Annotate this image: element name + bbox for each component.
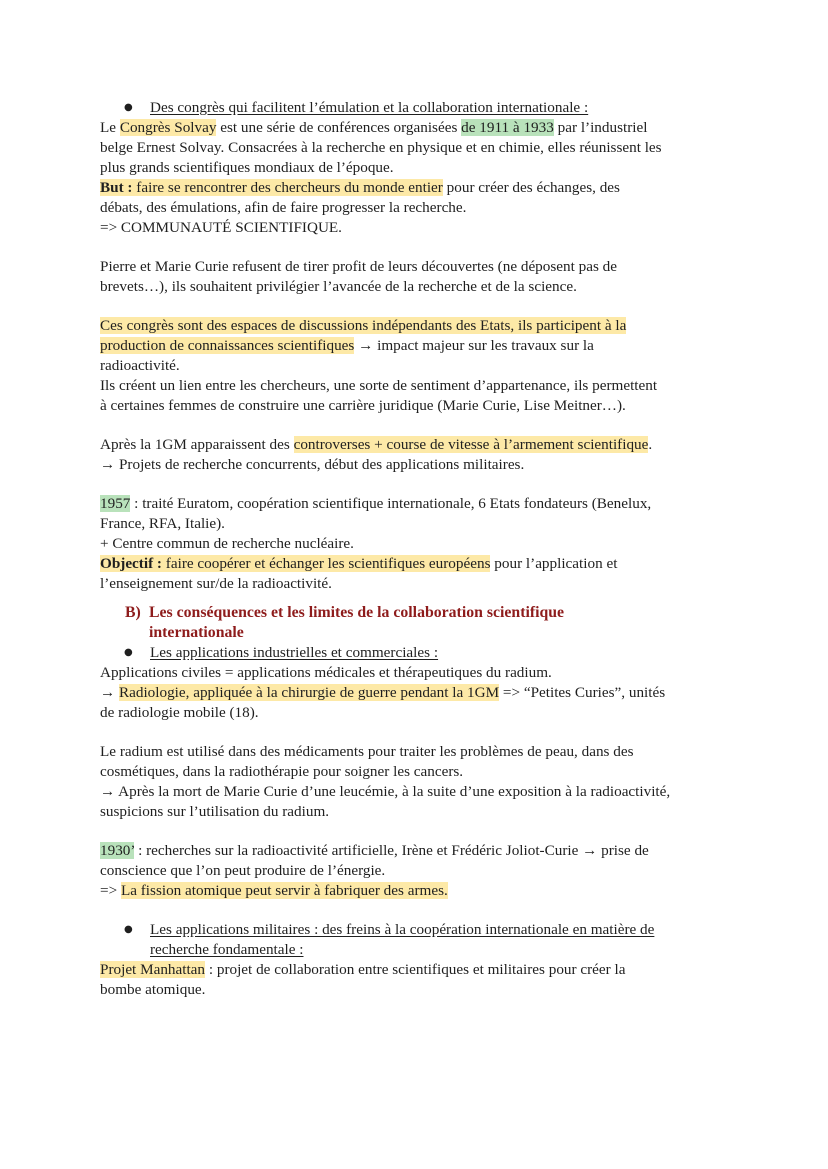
section-letter: B)	[125, 604, 141, 621]
paragraph-line: brevets…), ils souhaitent privilégier l’avancée de la recherche et de la science.	[100, 278, 577, 295]
highlight-yellow: production de connaissances scientifiques	[100, 337, 355, 354]
highlight-yellow: Congrès Solvay	[119, 119, 217, 136]
bullet-continuation	[100, 940, 740, 960]
paragraph-line: l’enseignement sur/de la radioactivité.	[100, 575, 332, 592]
paragraph-line: cosmétiques, dans la radiothérapie pour soigner les cancers.	[100, 763, 464, 780]
paragraph-line: Objectif : faire coopérer et échanger les scientifiques européens pour l’application et	[100, 555, 618, 572]
bullet-icon: ●	[124, 924, 133, 935]
bullet-text: Des congrès qui facilitent l’émulation et la collaboration internationale :	[150, 99, 589, 116]
bullet-applications-industrielles	[100, 643, 740, 663]
paragraph-line: de radiologie mobile (18).	[100, 704, 259, 721]
paragraph-line: → Radiologie, appliquée à la chirurgie de guerre pendant la 1GM => “Petites Curies”, unités	[100, 684, 666, 701]
paragraph-line: Projet Manhattan : projet de collaboration entre scientifiques et militaires pour créer la	[100, 961, 626, 978]
bullet-icon: ●	[124, 647, 133, 658]
paragraph-line: 1930’ : recherches sur la radioactivité artificielle, Irène et Frédéric Joliot-Curie → prise de	[100, 842, 649, 859]
highlight-yellow: faire coopérer et échanger les scientifiques européens	[162, 555, 491, 572]
paragraph-line: → Projets de recherche concurrents, début des applications militaires.	[100, 456, 525, 473]
paragraph-line: 1957 : traité Euratom, coopération scientifique internationale, 6 Etats fondateurs (Benelux,	[100, 495, 652, 512]
bullet-text: Les applications militaires : des freins à la coopération internationale en matière de	[150, 921, 655, 938]
paragraph-line: à certaines femmes de construire une carrière juridique (Marie Curie, Lise Meitner…).	[100, 397, 626, 414]
paragraph-line: Après la 1GM apparaissent des controverses + course de vitesse à l’armement scientifique.	[100, 436, 653, 453]
paragraph-line: débats, des émulations, afin de faire progresser la recherche.	[100, 199, 467, 216]
bullet-applications-militaires	[100, 920, 740, 940]
paragraph-line: → Après la mort de Marie Curie d’une leucémie, à la suite d’une exposition à la radioactivité,	[100, 783, 671, 800]
paragraph-line: But : faire se rencontrer des chercheurs du monde entier pour créer des échanges, des	[100, 179, 620, 196]
paragraph-line: => COMMUNAUTÉ SCIENTIFIQUE.	[100, 219, 342, 236]
bullet-icon: ●	[124, 102, 133, 113]
paragraph-line: Ils créent un lien entre les chercheurs, une sorte de sentiment d’appartenance, ils permettent	[100, 377, 658, 394]
highlight-yellow: Radiologie, appliquée à la chirurgie de guerre pendant la 1GM	[118, 684, 500, 701]
paragraph-line: bombe atomique.	[100, 981, 206, 998]
paragraph-line	[100, 316, 740, 336]
highlight-green: 1930’	[100, 842, 135, 859]
bullet-text: Les applications industrielles et commerciales :	[150, 644, 439, 661]
highlight-label: But :	[100, 179, 133, 196]
highlight-green: 1957	[100, 495, 131, 512]
section-heading: B) Les conséquences et les limites de la collaboration scientifique internationale	[125, 604, 565, 641]
bullet-text: recherche fondamentale :	[150, 941, 304, 958]
paragraph-line: Le Congrès Solvay est une série de conférences organisées de 1911 à 1933 par l’industriel	[100, 119, 648, 136]
highlight-yellow: faire se rencontrer des chercheurs du monde entier	[132, 179, 443, 196]
paragraph-line: => La fission atomique peut servir à fabriquer des armes.	[100, 882, 448, 899]
paragraph-line: production de connaissances scientifiques → impact majeur sur les travaux sur la	[100, 337, 594, 354]
highlight-yellow: La fission atomique peut servir à fabriquer des armes.	[120, 882, 448, 899]
bullet-congres	[100, 98, 740, 118]
highlight-green: de 1911 à 1933	[461, 119, 554, 136]
paragraph-line: Le radium est utilisé dans des médicaments pour traiter les problèmes de peau, dans des	[100, 743, 634, 760]
paragraph-line: Pierre et Marie Curie refusent de tirer profit de leurs découvertes (ne déposent pas de	[100, 258, 618, 275]
paragraph-line: conscience que l’on peut produire de l’énergie.	[100, 862, 386, 879]
highlight-yellow: Ces congrès sont des espaces de discussions indépendants des Etats, ils participent à la	[100, 317, 627, 334]
paragraph-line: Applications civiles = applications médicales et thérapeutiques du radium.	[100, 664, 552, 681]
paragraph-line: + Centre commun de recherche nucléaire.	[100, 535, 354, 552]
paragraph-line: belge Ernest Solvay. Consacrées à la recherche en physique et en chimie, elles réunissent les	[100, 139, 662, 156]
paragraph-line: plus grands scientifiques mondiaux de l’époque.	[100, 159, 394, 176]
highlight-yellow: controverses + course de vitesse à l’armement scientifique	[293, 436, 649, 453]
paragraph-line: radioactivité.	[100, 357, 180, 374]
highlight-label: Objectif :	[100, 555, 162, 572]
highlight-yellow: Projet Manhattan	[100, 961, 206, 978]
document-page	[100, 98, 740, 1000]
paragraph-line: suspicions sur l’utilisation du radium.	[100, 803, 330, 820]
paragraph-line: France, RFA, Italie).	[100, 515, 225, 532]
